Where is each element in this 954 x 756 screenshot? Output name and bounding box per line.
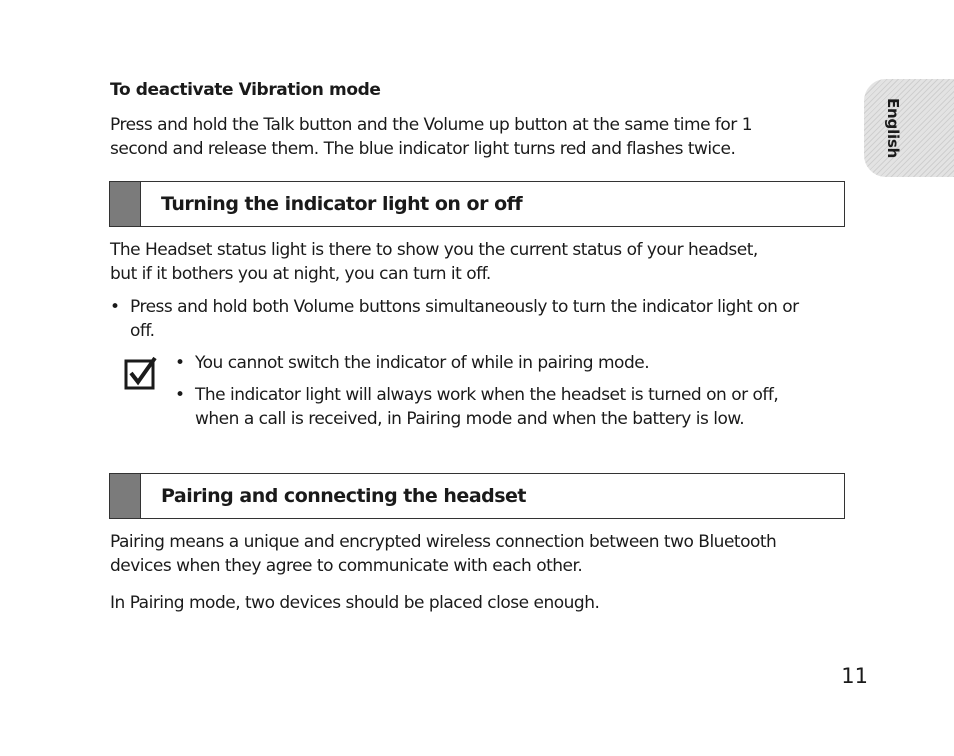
bullet-dot: • bbox=[175, 385, 185, 405]
section-header-block bbox=[110, 182, 141, 226]
indicator-intro-paragraph bbox=[110, 238, 758, 286]
section-title-indicator: Turning the indicator light on or off bbox=[161, 193, 523, 215]
page-number: 11 bbox=[841, 664, 868, 688]
bullet-text bbox=[130, 295, 799, 343]
note-item bbox=[175, 351, 835, 375]
language-tab bbox=[864, 79, 954, 177]
indicator-bullet-item bbox=[110, 295, 850, 343]
section-title-pairing: Pairing and connecting the headset bbox=[161, 485, 527, 507]
checkbox-check-icon bbox=[124, 356, 157, 390]
pairing-line: devices when they agree to communicate with each other. bbox=[110, 556, 583, 576]
section-header-indicator bbox=[109, 181, 845, 227]
pairing-paragraph bbox=[110, 530, 776, 578]
note-line: You cannot switch the indicator of while in pairing mode. bbox=[195, 353, 650, 373]
pairing-distance-paragraph: In Pairing mode, two devices should be placed close enough. bbox=[110, 593, 600, 613]
note-item bbox=[175, 383, 835, 431]
note-line: The indicator light will always work when the headset is turned on or off, bbox=[195, 385, 779, 405]
vibration-heading: To deactivate Vibration mode bbox=[110, 80, 381, 100]
indicator-intro-line: but if it bothers you at night, you can turn it off. bbox=[110, 264, 491, 284]
indicator-intro-line: The Headset status light is there to show you the current status of your headset, bbox=[110, 240, 758, 260]
bullet-dot: • bbox=[175, 353, 185, 373]
vibration-line: Press and hold the Talk button and the Volume up button at the same time for 1 bbox=[110, 115, 753, 135]
bullet-dot: • bbox=[110, 297, 120, 317]
pairing-line: Pairing means a unique and encrypted wireless connection between two Bluetooth bbox=[110, 532, 777, 552]
note-line: when a call is received, in Pairing mode and when the battery is low. bbox=[195, 409, 745, 429]
bullet-line: Press and hold both Volume buttons simultaneously to turn the indicator light on or bbox=[130, 297, 799, 317]
section-header-pairing bbox=[109, 473, 845, 519]
language-tab-label: English bbox=[884, 98, 902, 159]
section-header-block bbox=[110, 474, 141, 518]
note-text bbox=[195, 383, 778, 431]
note-text bbox=[195, 351, 649, 375]
bullet-line: off. bbox=[130, 321, 155, 341]
vibration-line: second and release them. The blue indicator light turns red and flashes twice. bbox=[110, 139, 736, 159]
vibration-paragraph bbox=[110, 113, 752, 161]
